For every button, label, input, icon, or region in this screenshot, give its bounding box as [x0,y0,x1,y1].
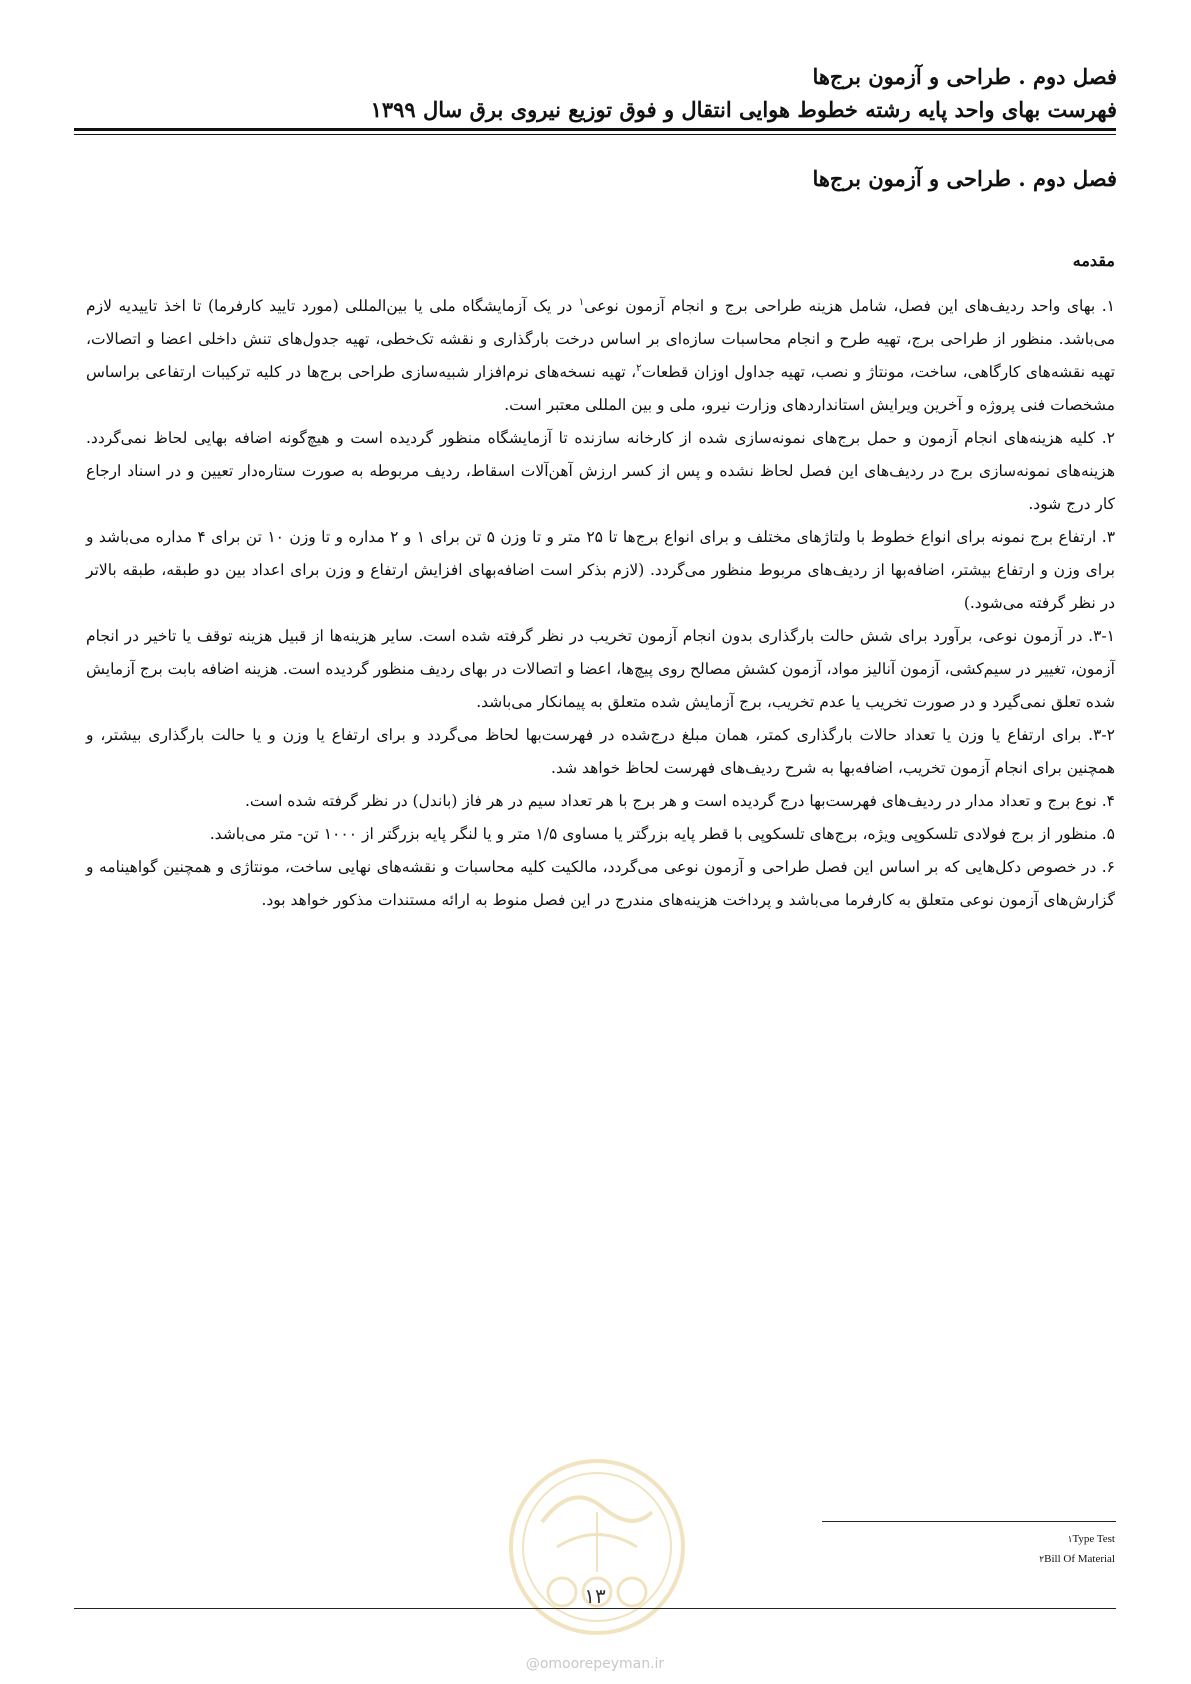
paragraph-2: ۲. کلیه هزینه‌های انجام آزمون و حمل برج‌های نمونه‌سازی شده از کارخانه سازنده تا آزمایشگاه منظور گردیده است و هیچ‌گونه اضافه بهایی لحاظ نمی‌گردد. هزینه‌های نمونه‌سازی برج در ردیف‌های این فصل لحاظ نشده و پس از کسر ارزش آهن‌آلات اسقاط، ردیف مربوطه به صورت ستاره‌دار تعیین و در اسناد ارجاع کار درج شود. [86,429,1115,513]
paragraph-1 [86,290,1115,422]
footnote-divider [822,1521,1116,1522]
body-text [86,290,1115,917]
watermark-site-text: @omoorepeyman.ir [525,1656,665,1672]
footnote-ref-1: ۱ [578,296,585,308]
running-header [87,60,1117,126]
paragraph-6: ۶. در خصوص دکل‌هایی که بر اساس این فصل طراحی و آزمون نوعی می‌گردد، مالکیت کلیه محاسبات و نقشه‌های نهایی ساخت، مونتاژی و همچنین گواهینامه و گزارش‌های آزمون نوعی متعلق به کارفرما می‌باشد و پرداخت هزینه‌های مندرج در این فصل منوط به ارائه مستندات مذکور خواهد بود. [86,858,1115,909]
footnote-2-text: Bill Of Material [1044,1553,1115,1565]
section-title: فصل دوم . طراحی و آزمون برج‌ها [812,166,1117,191]
footnote-1 [1033,1529,1115,1549]
paragraph-3: ۳. ارتفاع برج نمونه برای انواع خطوط با ولتاژهای مختلف و برای انواع برج‌ها تا ۲۵ متر و تا وزن ۵ تن برای ۱ و ۲ مداره و تا وزن ۱۰ تن برای ۴ مداره می‌باشد و برای وزن و ارتفاع بیشتر، اضافه‌بها از ردیف‌های مربوط منظور می‌گردد. (لازم بذکر است اضافه‌بهای افزایش ارتفاع و وزن برای اعداد بین دو طبقه، طبقه بالاتر در نظر گرفته می‌شود.) [86,528,1116,612]
paragraph-1-part-b: در یک آزمایشگاه ملی یا بین‌المللی (مورد تایید کارفرما) تا اخذ تاییدیه لازم می‌باشد. منظور از طراحی برج، تهیه طرح و انجام محاسبات سازه‌ای بر اساس درخت بارگذاری و نقشه تک‌خطی، تهیه جدول‌های تنش داخلی اعضا و اتصالات، تهیه نقشه‌های کارگاهی، ساخت، مونتاژ و نصب، تهیه جداول اوزان قطعات [86,297,1116,381]
footnotes [1033,1529,1115,1569]
paragraph-3-2: ۳-۲. برای ارتفاع یا وزن یا تعداد حالات بارگذاری کمتر، همان مبلغ درج‌شده در فهرست‌بها لحاظ می‌گردد و برای ارتفاع یا وزن و یا حالت بارگذاری بیشتر، و همچنین برای انجام آزمون تخریب، اضافه‌بها به شرح ردیف‌های فهرست لحاظ خواهد شد. [86,726,1115,777]
footnote-2 [1033,1549,1115,1569]
paragraph-3-1: ۳-۱. در آزمون نوعی، برآورد برای شش حالت بارگذاری بدون انجام آزمون تخریب در نظر گرفته شده است. سایر هزینه‌ها از قبیل هزینه توقف یا تاخیر در انجام آزمون، تغییر در سیم‌کشی، آزمون آنالیز مواد، آزمون کشش مصالح روی پیچ‌ها، اعضا و اتصالات در بهای ردیف منظور گردیده است. هزینه اضافه بابت برج آزمایش شده تعلق نمی‌گیرد و در صورت تخریب یا عدم تخریب، برج آزمایش شده متعلق به پیمانکار می‌باشد. [86,627,1115,711]
footnote-1-number: ۱ [1067,1534,1073,1544]
intro-heading: مقدمه [1072,251,1115,270]
header-rule-thin [74,134,1116,135]
paragraph-1-part-a: ۱. بهای واحد ردیف‌های این فصل، شامل هزینه طراحی برج و انجام آزمون نوعی [584,297,1115,315]
footer-rule [74,1608,1116,1609]
footnote-1-text: Type Test [1072,1533,1115,1545]
page-number: ۱۳ [584,1584,606,1608]
header-catalog-line: فهرست بهای واحد پایه رشته خطوط هوایی انتقال و فوق توزیع نیروی برق سال ۱۳۹۹ [370,97,1117,122]
header-chapter-line: فصل دوم . طراحی و آزمون برج‌ها [812,64,1117,89]
paragraph-4: ۴. نوع برج و تعداد مدار در ردیف‌های فهرست‌بها درج گردیده است و هر برج با هر تعداد سیم در هر فاز (باندل) در نظر گرفته شده است. [244,792,1115,810]
paragraph-5: ۵. منظور از برج فولادی تلسکوپی ویژه، برج‌های تلسکوپی با قطر پایه بزرگتر یا مساوی ۱/۵ متر و یا لنگر پایه بزرگتر از ۱۰۰۰ تن- متر می‌باشد. [209,825,1115,843]
footnote-ref-2: ۲ [636,362,642,374]
gear-seal-icon [502,1452,692,1642]
header-rule-thick [74,128,1116,131]
paragraph-1-part-c: ، تهیه نسخه‌های نرم‌افزار شبیه‌سازی طراحی برج‌ها در کلیه ترکیبات ارتفاعی براساس مشخصات فنی پروژه و آخرین ویرایش استانداردهای وزارت نیرو، ملی و بین المللی معتبر است. [86,363,1115,414]
footnote-2-number: ۲ [1039,1554,1045,1564]
